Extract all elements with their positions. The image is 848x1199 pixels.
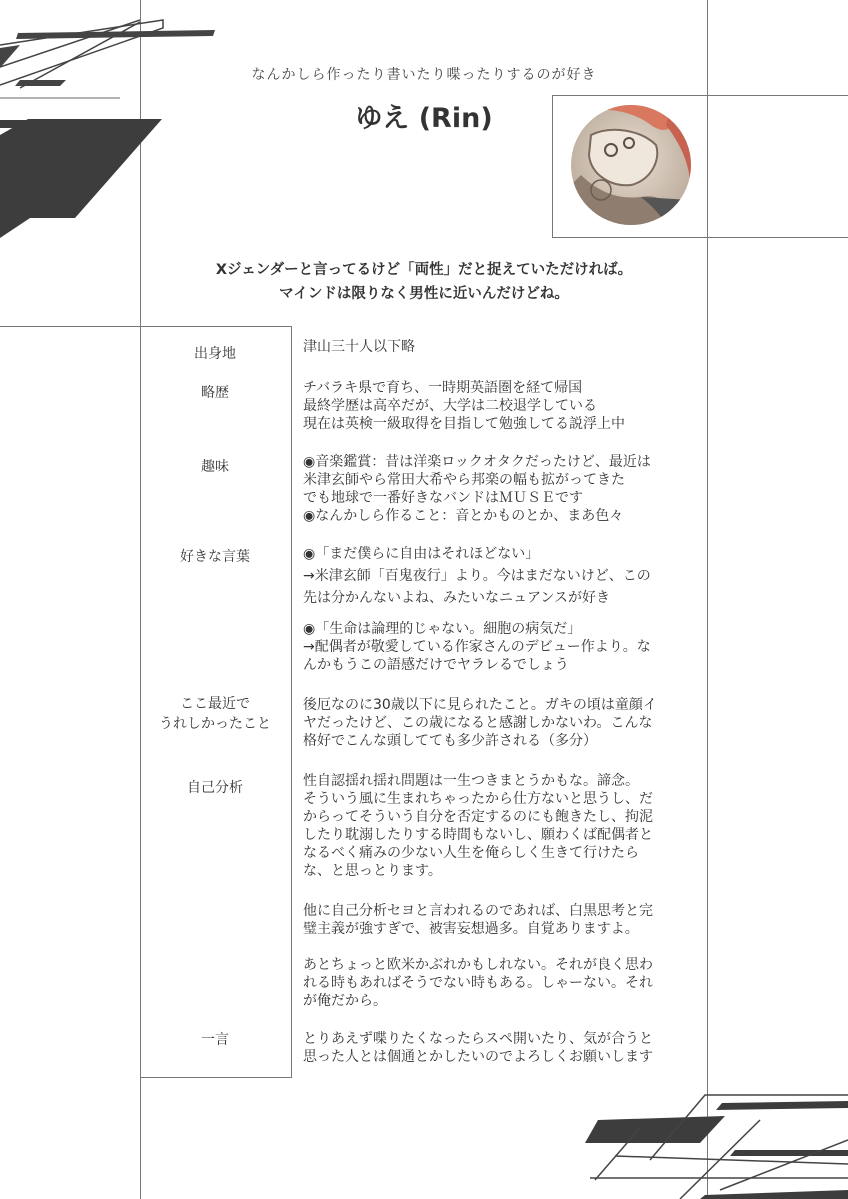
value-history	[303, 379, 703, 433]
intro	[140, 258, 708, 306]
value-comment	[303, 1030, 703, 1066]
text-line: 津山三十人以下略	[303, 339, 415, 355]
label-history: 略歴	[201, 385, 229, 401]
text-line: →配偶者が敬愛している作家さんのデビュー作より。な	[303, 639, 651, 655]
label-favorite-words: 好きな言葉	[180, 549, 250, 565]
label-hobbies: 趣味	[201, 459, 229, 475]
text-line: 思った人とは個通とかしたいのでよろしくお願いします	[303, 1049, 653, 1065]
text-line: →米津玄師「百鬼夜行」より。今はまだないけど、この	[303, 568, 651, 584]
text-line: とりあえず喋りたくなったらスペ開いたり、気が合うと	[303, 1031, 653, 1047]
label-recent-joy-line-2: うれしかったこと	[159, 716, 271, 732]
text-line: が俺だから。	[303, 993, 387, 1009]
value-recent-joy	[303, 696, 703, 750]
label-recent-joy-line-1: ここ最近で	[180, 696, 250, 712]
text-line: からってそういう自分を否定するのにも飽きたし、拘泥	[303, 809, 653, 825]
text-line: んかもうこの語感だけでヤラレるでしょう	[303, 657, 569, 673]
label-comment: 一言	[201, 1032, 229, 1048]
text-line: あとちょっと欧米かぶれかもしれない。それが良く思わ	[303, 957, 653, 973]
text-line: ◉なんかしら作ること：音とかものとか、まあ色々	[303, 508, 624, 524]
text-line: 現在は英検一級取得を目指して勉強してる説浮上中	[303, 416, 625, 432]
text-line: ◉音楽鑑賞：昔は洋楽ロックオタクだったけど、最近は	[303, 454, 651, 470]
intro-line-1: Xジェンダーと言ってるけど「両性」だと捉えていただければ。	[215, 262, 633, 278]
text-line: 後厄なのに30歳以下に見られたこと。ガキの頃は童顔イ	[303, 697, 657, 713]
value-self-analysis-3	[303, 956, 703, 1010]
text-line: 格好でこんな頭してても多少許される（多分）	[303, 733, 597, 749]
text-line: そういう風に生まれちゃったから仕方ないと思うし、だ	[303, 791, 653, 807]
intro-line-2: マインドは限りなく男性に近いんだけどね。	[279, 286, 569, 302]
label-birthplace: 出身地	[194, 346, 236, 362]
text-line: 先は分かんないよね、みたいなニュアンスが好き	[303, 590, 611, 606]
value-self-analysis-2	[303, 902, 703, 938]
label-recent-joy	[141, 694, 289, 734]
text-line: れる時もあればそうでない時もある。しゃーない。それ	[303, 975, 653, 991]
text-line: 璧主義が強すぎで、被害妄想過多。自覚ありますよ。	[303, 921, 639, 937]
text-line: 最終学歴は高卒だが、大学は二校退学している	[303, 398, 597, 414]
bottom-right-shapes	[585, 1095, 848, 1199]
tagline: なんかしら作ったり書いたり喋ったりするのが好き	[251, 67, 597, 83]
value-favorite-words-1	[303, 543, 703, 609]
text-line: チバラキ県で育ち、一時期英語圏を経て帰国	[303, 380, 583, 396]
profile-name: ゆえ (Rin)	[355, 103, 493, 134]
value-hobbies	[303, 453, 703, 525]
text-line: 他に自己分析セヨと言われるのであれば、白黒思考と完	[303, 903, 653, 919]
text-line: 性自認揺れ揺れ問題は一生つきまとうかもな。諦念。	[303, 773, 639, 789]
text-line: したり耽溺したりする時間もないし、願わくば配偶者と	[303, 827, 653, 843]
profile-photo-icon	[571, 105, 691, 225]
text-line: ヤだったけど、この歳になると感謝しかないわ。こんな	[303, 715, 653, 731]
text-line: ◉「まだ僕らに自由はそれほどない」	[303, 546, 540, 562]
avatar	[571, 105, 691, 225]
value-self-analysis-1	[303, 772, 703, 880]
value-birthplace	[303, 338, 703, 356]
text-line: なるべく痛みの少ない人生を俺らしく生きて行けたら	[303, 845, 639, 861]
text-line: ◉「生命は論理的じゃない。細胞の病気だ」	[303, 621, 582, 637]
text-line: な、と思っとります。	[303, 863, 442, 879]
value-favorite-words-2	[303, 620, 703, 674]
text-line: でも地球で一番好きなバンドはＭＵＳＥです	[303, 490, 583, 506]
text-line: 米津玄師やら常田大希やら邦楽の幅も拡がってきた	[303, 472, 625, 488]
label-self-analysis: 自己分析	[187, 780, 243, 796]
